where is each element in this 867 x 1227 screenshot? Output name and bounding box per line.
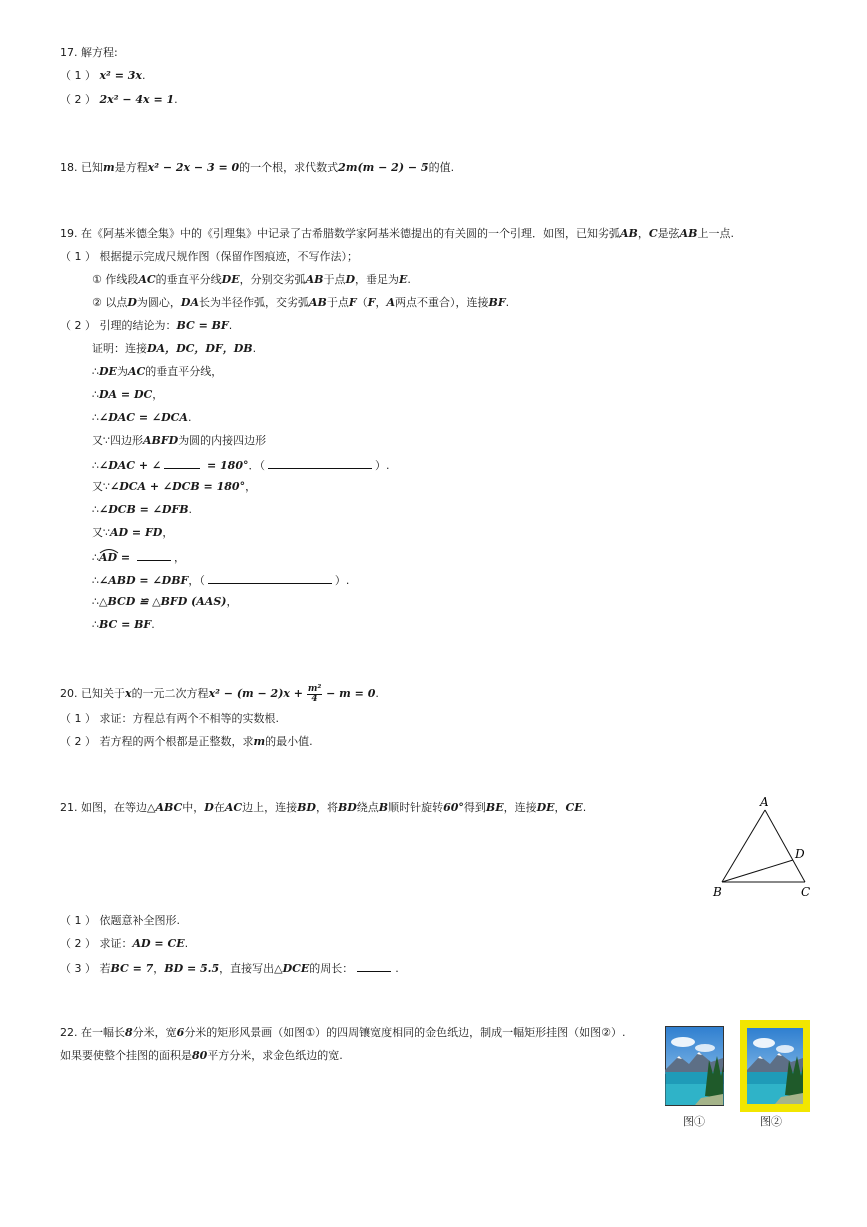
q20-fraction: $\frac{\text{m²}}{4}$ xyxy=(307,683,322,704)
q21-part3: （ 3 ） 若BC = 7，BD = 5.5，直接写出△DCE的周长： . xyxy=(60,959,399,977)
q22-stem-line2: 如果要使整个挂图的面积是80平方分米，求金色纸边的宽. xyxy=(60,1049,343,1062)
proof-line: ∴∠ABD = ∠DBF，（ ）. xyxy=(92,571,349,589)
q18-stem: 18. 已知m是方程x² − 2x − 3 = 0的一个根，求代数式2m(m − 2) − 5的值. xyxy=(60,161,455,174)
proof-line: ∴AD = ， xyxy=(92,548,185,566)
q22-stem-line1: 22. 在一幅长8分米，宽6分米的矩形风景画（如图①）的四周镶宽度相同的金色纸边，制成一幅矩形挂图（如图②）. xyxy=(60,1026,626,1039)
q19-part2: （ 2 ） 引理的结论为：BC = BF. xyxy=(60,319,233,332)
label-b: B xyxy=(713,885,722,899)
reason-blank[interactable] xyxy=(208,571,332,584)
q20-stem: 20. 已知关于x的一元二次方程x² − (m − 2)x + $\frac{\text{m²}}{4}$ − m = 0. xyxy=(60,683,379,704)
framed-painting-figure2 xyxy=(740,1020,810,1112)
q21-answer-blank[interactable] xyxy=(357,959,391,972)
proof-line: 又∵∠DCA + ∠DCB = 180°， xyxy=(92,480,257,493)
proof-line: 又∵AD = FD， xyxy=(92,526,174,539)
q17-p2-label: （ 2 ） xyxy=(60,93,96,106)
proof-line: ∴DA = DC， xyxy=(92,388,164,401)
q17-p1-eq: x² = 3x xyxy=(99,69,142,82)
proof-line: ∴∠DCB = ∠DFB. xyxy=(92,503,193,516)
side-ac xyxy=(765,810,805,882)
caption-figure2: 图② xyxy=(760,1115,782,1128)
proof-line: ∴△BCD ≌ △BFD (AAS)， xyxy=(92,595,238,608)
arc-ad: AD = xyxy=(99,551,134,564)
q17-title: 17. 解方程: xyxy=(60,46,118,59)
caption-figure1: 图① xyxy=(683,1115,705,1128)
q20-part2: （ 2 ） 若方程的两个根都是正整数，求m的最小值. xyxy=(60,735,313,748)
q17-part1: （ 1 ） x² = 3x. xyxy=(60,69,146,82)
q19-step1: ① 作线段AC的垂直平分线DE，分别交劣弧AB于点D，垂足为E. xyxy=(92,273,411,286)
proof-line: ∴∠DAC + ∠ = 180°．（ ）. xyxy=(92,456,389,474)
q19-part1: （ 1 ） 根据提示完成尺规作图（保留作图痕迹，不写作法）； xyxy=(60,250,358,263)
landscape-painting-figure1 xyxy=(665,1026,724,1106)
answer-blank[interactable] xyxy=(164,456,200,469)
label-a: A xyxy=(760,795,769,809)
proof-line: 又∵四边形ABFD为圆的内接四边形 xyxy=(92,434,267,447)
arc-mark-icon xyxy=(99,548,119,554)
label-d: D xyxy=(795,847,805,861)
proof-line: ∴∠DAC = ∠DCA. xyxy=(92,411,192,424)
side-ab xyxy=(722,810,765,882)
q17-part2: （ 2 ） 2x² − 4x = 1. xyxy=(60,93,178,106)
proof-line: 证明：连接DA，DC，DF，DB. xyxy=(92,342,257,355)
q21-part1: （ 1 ） 依题意补全图形. xyxy=(60,914,180,927)
proof-line: ∴DE为AC的垂直平分线， xyxy=(92,365,223,378)
label-c: C xyxy=(801,885,811,899)
q21-triangle-figure xyxy=(708,792,818,902)
q17-p1-label: （ 1 ） xyxy=(60,69,96,82)
q21-part2: （ 2 ） 求证：AD = CE. xyxy=(60,937,189,950)
answer-blank[interactable] xyxy=(137,548,171,561)
q17-p2-eq: 2x² − 4x = 1 xyxy=(99,93,175,106)
q19-stem: 19. 在《阿基米德全集》中的《引理集》中记录了古希腊数学家阿基米德提出的有关圆的一个引理．如图，已知劣弧AB，C是弦AB上一点. xyxy=(60,227,734,240)
q20-part1: （ 1 ） 求证：方程总有两个不相等的实数根. xyxy=(60,712,279,725)
q19-step2: ② 以点D为圆心，DA长为半径作弧，交劣弧AB于点F（F，A两点不重合），连接BF. xyxy=(92,296,510,309)
q21-stem: 21. 如图，在等边△ABC中，D在AC边上，连接BD，将BD绕点B顺时针旋转60°得到BE，连接DE，CE. xyxy=(60,801,587,814)
reason-blank[interactable] xyxy=(268,456,372,469)
proof-line: ∴BC = BF. xyxy=(92,618,155,631)
